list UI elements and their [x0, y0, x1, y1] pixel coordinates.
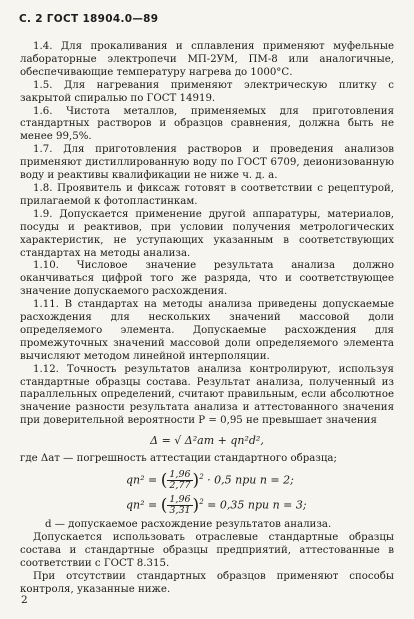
paragraph-1-4: 1.4. Для прокаливания и сплавления применяют муфельные лабораторные электропечи МП-2УМ, ПМ-8 или аналогичные, обеспечивающие температуру нагрева до 1000°С.	[20, 41, 394, 78]
q-formula-n2-fraction	[167, 470, 192, 491]
q-formula-n3-fraction	[167, 495, 192, 516]
d-definition: d — допускаемое расхождение результатов анализа.	[45, 519, 332, 531]
paragraph-1-11: 1.11. В стандартах на методы анализа приведены допускаемые расхождения для нескольких значений массовой доли определяемого элемента. Допускаемые расхождения для промежуточных значений массовой доли определяемого элемента вычисляют методом линейной интерполяции.	[20, 299, 394, 362]
closing-paragraph-a: Допускается использовать отраслевые стандартные образцы состава и стандартные образцы предприятий, аттестованные в соответствии с ГОСТ 8.315.	[20, 532, 394, 570]
paragraph-1-8: 1.8. Проявитель и фиксаж готовят в соответствии с рецептурой, прилагаемой к фотопластинкам.	[20, 182, 394, 207]
q-formula-n2-lhs: qn² =	[126, 473, 161, 487]
paragraph-1-9: 1.9. Допускается применение другой аппаратуры, материалов, посуды и реактивов, при условии получения метрологических характеристик, не уступающих указанным в соответствующих стандартах на методы анализа.	[20, 208, 394, 259]
page-number: 2	[21, 594, 28, 606]
q-formula-n3: qn² = ( $\frac{1,96}{3,31}$ )$^2$ = 0,35 при n = 3;	[126, 494, 307, 517]
q-formula-n3-denominator: 3,31	[169, 505, 191, 517]
q-formula-n2-numerator: 1,96	[169, 469, 191, 481]
closing-paragraph-b: При отсутствии стандартных образцов применяют способы контроля, указанные ниже.	[20, 571, 394, 595]
q-formula-n3-rhs: = 0,35 при n = 3;	[207, 498, 307, 512]
q-formula-n2-denominator: 2,77	[169, 480, 191, 492]
paragraph-1-12: 1.12. Точность результатов анализа контролируют, используя стандартные образцы состава. Результат анализа, полученный из параллельных определений, считают правильным, если абсолютное значение разности результата анализа и аттестованного значения при доверительной вероятности P = 0,95 не превышает значения	[20, 363, 394, 427]
page-header: С. 2 ГОСТ 18904.0—89	[19, 13, 159, 25]
delta-formula: Δ = √ Δ²ат + qn²d²,	[150, 434, 264, 448]
q-formula-n3-lhs: qn² =	[126, 498, 161, 512]
q-formula-n2-rhs: · 0,5 при n = 2;	[207, 473, 294, 487]
q-formula-n3-numerator: 1,96	[169, 494, 191, 506]
paragraph-1-10: 1.10. Числовое значение результата анализа должно оканчиваться цифрой того же разряда, что и соответствующее значение допускаемого расхождения.	[20, 260, 394, 298]
document-body	[20, 41, 394, 597]
q-formula-n2: qn² = ( $\frac{1,96}{2,77}$ )$^2$ · 0,5 при n = 2;	[126, 469, 294, 492]
paragraph-1-6: 1.6. Чистота металлов, применяемых для приготовления стандартных растворов и образцов сравнения, должна быть не менее 99,5%.	[20, 105, 394, 143]
paragraph-1-7: 1.7. Для приготовления растворов и проведения анализов применяют дистиллированную воду по ГОСТ 6709, деионизованную воду и реактивы квалификации не ниже ч. д. а.	[20, 144, 394, 182]
paragraph-1-5: 1.5. Для нагревания применяют электрическую плитку с закрытой спиралью по ГОСТ 14919.	[20, 79, 394, 104]
where-definition: где Δат — погрешность аттестации стандартного образца;	[20, 453, 337, 465]
